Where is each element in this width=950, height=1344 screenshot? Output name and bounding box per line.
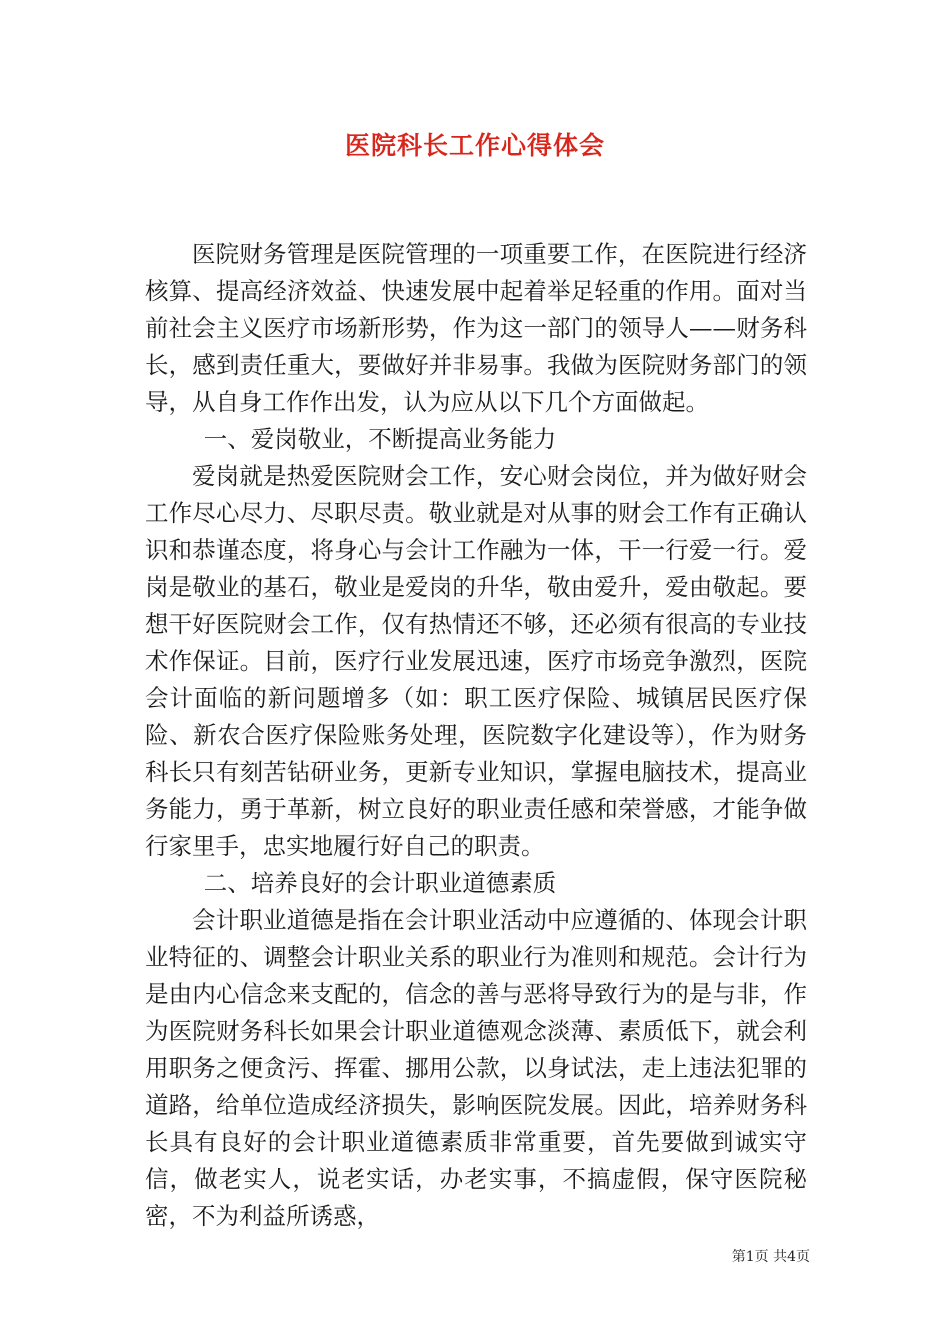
page-footer: [690, 1246, 810, 1266]
document-body: [145, 236, 807, 1235]
section-heading: 一、爱岗敬业，不断提高业务能力: [203, 425, 557, 453]
footer-middle: 页 共: [754, 1249, 788, 1265]
footer-page-number: 1: [745, 1249, 755, 1265]
document-title: 医院科长工作心得体会: [344, 131, 605, 160]
footer-suffix: 页: [796, 1249, 810, 1265]
footer-prefix: 第: [731, 1249, 746, 1265]
body-paragraph: 医院财务管理是医院管理的一项重要工作，在医院进行经济核算、提高经济效益、快速发展中起着举足轻重的作用。面对当前社会主义医疗市场新形势，作为这一部门的领导人——财务科长，感到责任重大，要做好并非易事。我做为医院财务部门的领导，从自身工作作出发，认为应从以下几个方面做起。: [145, 240, 807, 416]
body-paragraph: 会计职业道德是指在会计职业活动中应遵循的、体现会计职业特征的、调整会计职业关系的职业行为准则和规范。会计行为是由内心信念来支配的，信念的善与恶将导致行为的是与非，作为医院财务科长如果会计职业道德观念淡薄、素质低下，就会利用职务之便贪污、挥霍、挪用公款，以身试法，走上违法犯罪的道路，给单位造成经济损失，影响医院发展。因此，培养财务科长具有良好的会计职业道德素质非常重要，首先要做到诚实守信，做老实人，说老实话，办老实事，不搞虚假，保守医院秘密，不为利益所诱惑，: [145, 906, 807, 1230]
body-paragraph: 爱岗就是热爱医院财会工作，安心财会岗位，并为做好财会工作尽心尽力、尽职尽责。敬业就是对从事的财会工作有正确认识和恭谨态度，将身心与会计工作融为一体，干一行爱一行。爱岗是敬业的基石，敬业是爱岗的升华，敬由爱升，爱由敬起。要想干好医院财会工作，仅有热情还不够，还必须有很高的专业技术作保证。目前，医疗行业发展迅速，医疗市场竞争激烈，医院会计面临的新问题增多（如：职工医疗保险、城镇居民医疗保险、新农合医疗保险账务处理，医院数字化建设等），作为财务科长只有刻苦钻研业务，更新专业知识，掌握电脑技术，提高业务能力，勇于革新，树立良好的职业责任感和荣誉感，才能争做行家里手，忠实地履行好自己的职责。: [145, 462, 807, 860]
footer-total-pages: 4: [787, 1249, 796, 1265]
section-heading: 二、培养良好的会计职业道德素质: [203, 869, 557, 897]
